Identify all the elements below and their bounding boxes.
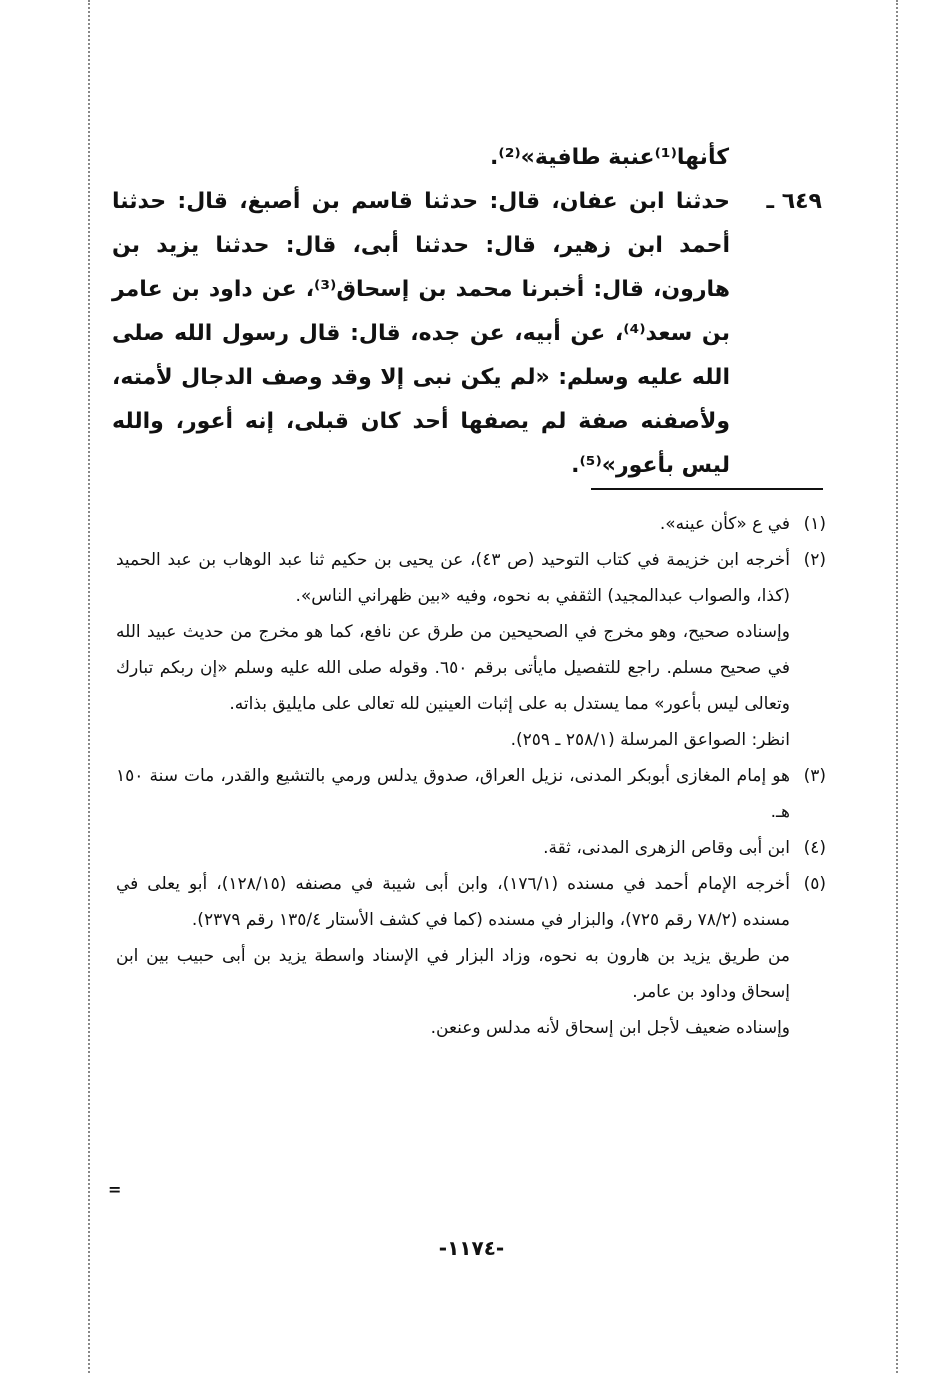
continued-text-line: كأنها⁽¹⁾عنبة طافية»⁽²⁾. <box>489 145 729 170</box>
footnote-separator <box>591 488 823 490</box>
page-number: -١١٧٤- <box>438 1236 505 1260</box>
footnote-text: انظر: الصواعق المرسلة (٢٥٨/١ ـ ٢٥٩). <box>510 730 790 750</box>
footnote <box>116 542 826 758</box>
scan-margin-line-left <box>88 0 90 1373</box>
footnote <box>116 866 826 1046</box>
footnote-text: من طريق يزيد بن هارون به نحوه، وزاد البزار في الإسناد واسطة يزيد بن أبى حبيب بين ابن إسحاق وداود بن عامر. <box>116 946 790 1002</box>
footnote-text: ابن أبى وقاص الزهرى المدنى، ثقة. <box>543 838 790 858</box>
footnote-text: أخرجه ابن خزيمة في كتاب التوحيد (ص ٤٣)، عن يحيى بن حكيم ثنا عبد الوهاب بن عبد الحميد (كذا، والصواب عبدالمجيد) الثقفي به نحوه، وفيه «بين ظهراني الناس». <box>116 550 790 606</box>
margin-mark: = <box>108 1180 122 1199</box>
hadith-number: ٦٤٩ ـ <box>766 189 822 214</box>
footnote-text: أخرجه الإمام أحمد في مسنده (١٧٦/١)، وابن أبى شيبة في مصنفه (١٢٨/١٥)، أبو يعلى في مسنده (٧٨/٢ رقم ٧٢٥)، والبزار في مسنده (كما في كشف الأستار ١٣٥/٤ رقم ٢٣٧٩). <box>116 874 790 930</box>
footnote <box>116 758 826 830</box>
footnote-number: (٤) <box>803 838 826 858</box>
hadith-text: حدثنا ابن عفان، قال: حدثنا قاسم بن أصبغ، قال: حدثنا أحمد ابن زهير، قال: حدثنا أبى، قال: حدثنا يزيد بن هارون، قال: أخبرنا محمد بن إسحاق⁽³⁾، عن داود بن عامر بن سعد⁽⁴⁾، عن أبيه، عن جده، قال: قال رسول الله صلى الله عليه وسلم: «لم يكن نبى إلا وقد وصف الدجال لأمته، ولأصفنه صفة لم يصفها أحد كان قبلى، إنه أعور، والله ليس بأعور»⁽⁵⁾. <box>112 189 730 478</box>
footnote <box>116 830 826 866</box>
footnote-number: (١) <box>803 514 826 534</box>
footnote-text: وإسناده ضعيف لأجل ابن إسحاق لأنه مدلس وعنعن. <box>430 1018 790 1038</box>
footnote-text: وإسناده صحيح، وهو مخرج في الصحيحين من طرق عن نافع، كما هو مخرج من حديث عبيد الله في صحيح مسلم. راجع للتفصيل مايأتى برقم ٦٥٠. وقوله صلى الله عليه وسلم «إن ربكم تبارك وتعالى ليس بأعور» مما يستدل به على إثبات العينين لله تعالى على مايليق بذاته. <box>116 622 790 714</box>
scan-margin-line-right <box>896 0 898 1373</box>
footnote-number: (٢) <box>803 550 826 570</box>
footnote-number: (٥) <box>803 874 826 894</box>
hadith-block <box>112 180 822 488</box>
footnotes <box>116 506 826 1046</box>
footnote <box>116 506 826 542</box>
footnote-number: (٣) <box>803 766 826 786</box>
footnote-text: هو إمام المغازى أبوبكر المدنى، نزيل العراق، صدوق يدلس ورمي بالتشيع والقدر، مات سنة ١٥٠ هـ. <box>116 766 790 822</box>
footnote-text: في ع «كأن عينه». <box>659 514 790 534</box>
